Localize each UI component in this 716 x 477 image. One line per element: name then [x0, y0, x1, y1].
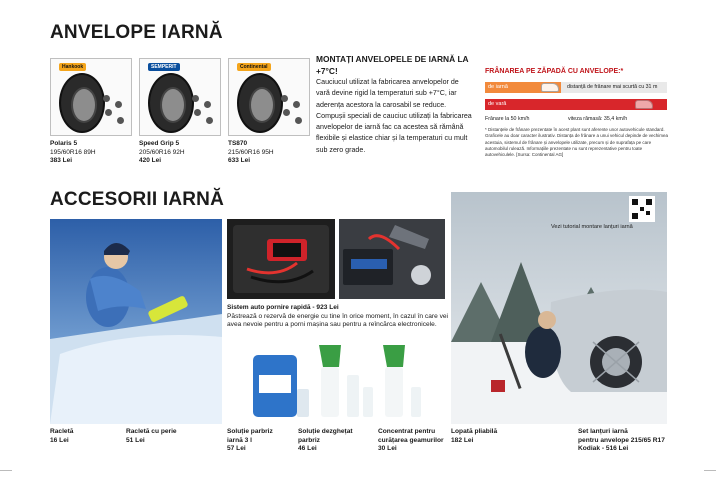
mounting-body: Cauciucul utilizat la fabricarea anvelopelor de vară devine rigid la temperaturi sub +7°C, iar aderența acestora la carosabil se reduce. Compușii speciali de cauciuc utilizați la fabricarea anvelopelor de iarnă fac ca acestea să rămână flexibile și elastice chiar și la temperaturi cu mult sub zero grade. [316, 78, 472, 154]
product-price: 51 Lei [126, 436, 145, 444]
summer-brake-bar [485, 99, 667, 110]
product-price: Kodiak - 516 Lei [578, 445, 629, 453]
tire-price: 633 Lei [228, 157, 251, 164]
photo-woman-scraping [50, 219, 222, 424]
tire-name: Polaris 5 [50, 140, 78, 147]
car-icon [541, 83, 559, 92]
tire-info [228, 140, 274, 166]
crop-mark [704, 470, 716, 471]
photo-jump-starter [227, 219, 335, 299]
product-subname: curățarea geamurilor [378, 436, 444, 444]
product-name: Set lanțuri iarnă [578, 428, 628, 435]
tire-info [139, 140, 185, 166]
tire-name: Speed Grip 5 [139, 140, 180, 147]
tire-size: 215/60R16 95H [228, 148, 274, 156]
starter-desc: Păstrează o rezervă de energie cu tine în orice moment, în cazul în care vei avea nevoie pentru a porni mașina sau pentru a reîncărca electronicele. [227, 312, 449, 329]
product-subname: iarnă 3 l [227, 436, 252, 444]
winter-scene-image [50, 219, 222, 424]
summer-label: de vară [488, 101, 507, 107]
winter-brake-bar [485, 82, 667, 93]
tire-card-continental [228, 58, 310, 136]
tire-label-icons [103, 95, 127, 129]
photo-snow-chains [451, 192, 667, 424]
tire-label-icons [281, 95, 305, 129]
product-price: 182 Lei [451, 436, 474, 444]
product-name: Racletă [50, 428, 74, 435]
starter-caption [227, 304, 449, 330]
washer-caption [227, 428, 273, 454]
tire-size: 205/60R16 92H [139, 148, 185, 156]
brand-logo: Hankook [59, 63, 86, 71]
mounting-title: MONTAȚI ANVELOPELE DE IARNĂ LA +7°C! [316, 54, 469, 76]
shovel-caption [451, 428, 497, 445]
car-interior-image [227, 219, 335, 299]
product-name: Concentrat pentru [378, 428, 436, 435]
speed-remaining: viteza rămasă: 35,4 km/h [568, 116, 628, 122]
car-icon [635, 100, 653, 109]
tire-card-hankook [50, 58, 132, 136]
starter-name: Sistem auto pornire rapidă - 923 Lei [227, 304, 339, 311]
scraper-caption [50, 428, 73, 445]
tire-price: 420 Lei [139, 157, 162, 164]
tire-icon [59, 73, 105, 133]
product-price: 16 Lei [50, 436, 69, 444]
accessories-heading: ACCESORII IARNĂ [50, 189, 225, 210]
photo-fluids [227, 339, 445, 424]
photo-engine-bay [339, 219, 445, 299]
tire-info [50, 140, 96, 166]
tire-price: 383 Lei [50, 157, 73, 164]
tire-card-semperit [139, 58, 221, 136]
product-price: 57 Lei [227, 445, 246, 453]
product-name: Soluție parbriz [227, 428, 273, 435]
product-price: 46 Lei [298, 445, 317, 453]
tires-heading: ANVELOPE IARNĂ [50, 22, 223, 43]
brand-logo: Continental [237, 63, 271, 71]
product-name: Soluție dezghețat [298, 428, 353, 435]
scraper-brush-caption [126, 428, 177, 445]
brand-logo: SEMPERIT [148, 63, 180, 71]
tire-size: 195/60R16 89H [50, 148, 96, 156]
engine-bay-image [339, 219, 445, 299]
fluids-image [227, 339, 445, 424]
tire-name: TS870 [228, 140, 248, 147]
product-subname: parbriz [298, 436, 320, 444]
crop-mark [0, 470, 12, 471]
product-subname: pentru anvelope 215/65 R17 [578, 436, 665, 444]
tire-icon [148, 73, 194, 133]
braking-footnote: * Distanțele de frânare prezentate în acest plant sunt aferente unor autovehicule standard. Graficele au doar caracter ilustrativ. Distanța de frânare a unui vehicul depinde de vechimea acestuia, sistemul de frânare și anvelopele utilizate, precum și de suprafața pe care automobilul rulează. Informațiile prezentate nu sunt reprezentative pentru toate autovehiculele. [Sursa: Continental AG] [485, 127, 669, 158]
product-name: Lopată pliabilă [451, 428, 498, 435]
product-name: Racletă cu perie [126, 428, 177, 435]
tire-label-icons [192, 95, 216, 129]
product-price: 30 Lei [378, 445, 397, 453]
braking-title: FRÂNAREA PE ZĂPADĂ CU ANVELOPE:* [485, 68, 624, 75]
tire-icon [237, 73, 283, 133]
speed-initial: Frânare la 50 km/h [485, 116, 530, 122]
defrost-caption [298, 428, 353, 454]
cleaner-caption [378, 428, 444, 454]
winter-label: de iarnă [488, 84, 508, 90]
video-tutorial-note[interactable]: Vezi tutorial montare lanțuri iarnă [551, 224, 633, 230]
winter-distance-note: distanță de frânare mai scurtă cu 31 m [567, 84, 658, 90]
chains-caption [578, 428, 665, 454]
